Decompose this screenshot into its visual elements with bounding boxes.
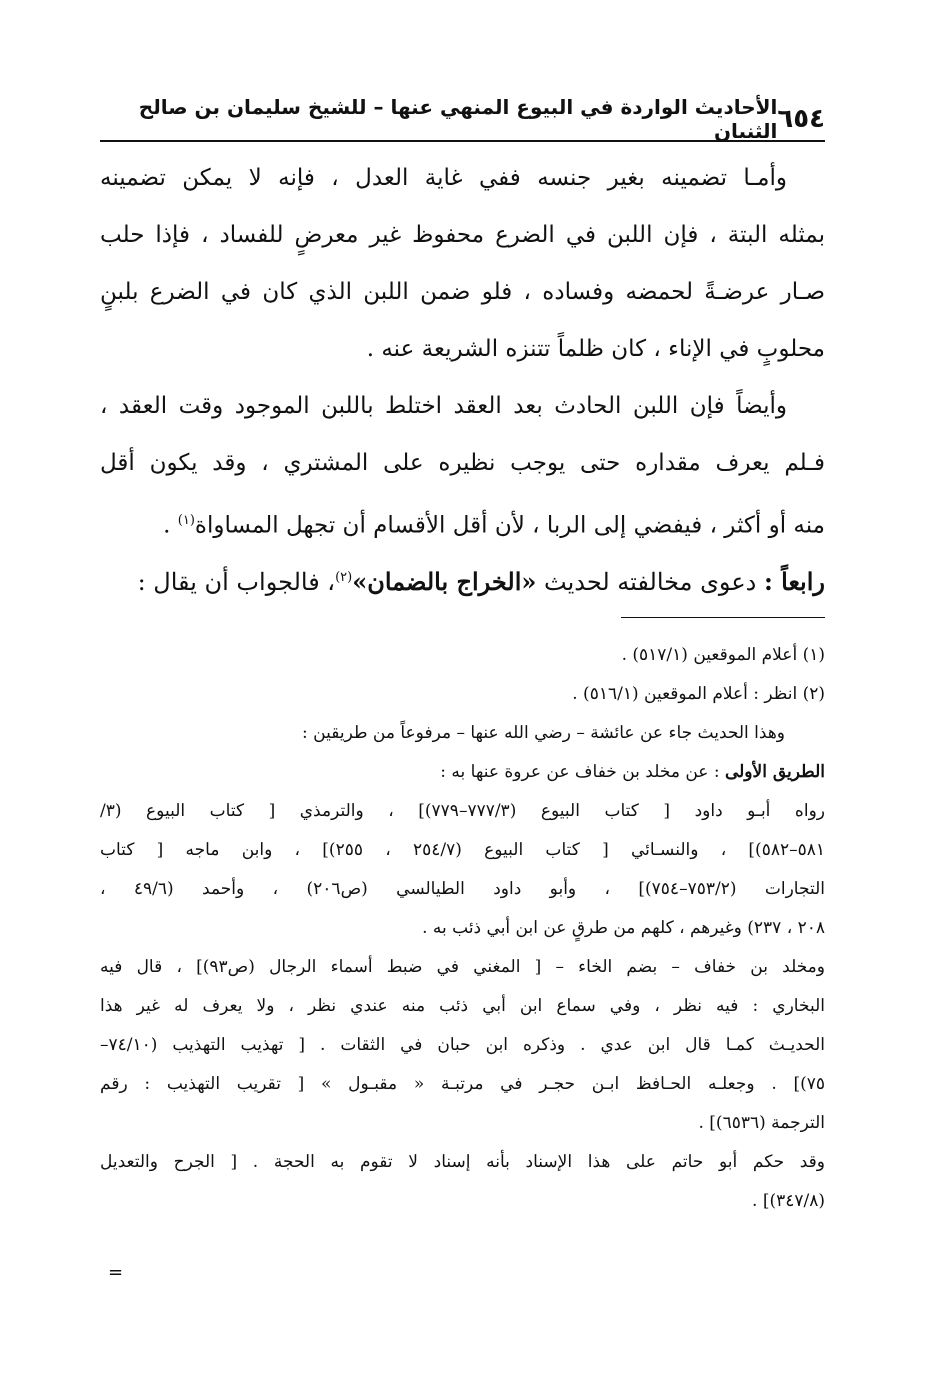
running-title: الأحاديث الواردة في البيوع المنهي عنها – للشيخ سليمان بن صالح الثنيان — [138, 95, 778, 143]
footnote-line: وهذا الحديث جاء عن عائشة – رضي الله عنها – مرفوعاً من طريقين : — [302, 723, 785, 743]
footnote-line: رواه أبـو داود [ كتاب البيوع (٧٧٧/٣–٧٧٩)] ، والترمذي [ كتاب البيوع (٣/ — [100, 801, 825, 821]
footnote-line: الحديـث كمـا قال ابن عدي . وذكره ابن حبان في الثقات . [ تهذيب التهذيب (٧٤/١٠– — [100, 1035, 825, 1055]
text-line: فـلم يعرف مقداره حتى يوجب نظيره على المشتري ، وقد يكون أقل — [100, 450, 825, 476]
footnote-line: ٢٠٨ ، ٢٣٧) وغيرهم ، كلهم من طرقٍ عن ابن أبي ذئب به . — [422, 918, 825, 938]
text-line: محلوبٍ في الإناء ، كان ظلماً تتنزه الشريعة عنه . — [366, 336, 825, 362]
text-line: صـار عرضـةً لحمضه وفساده ، فلو ضمن اللبن الذي كان في الضرع بلبنٍ — [100, 279, 825, 305]
footnotes — [100, 636, 825, 1221]
text-line: وأيضاً فإن اللبن الحادث بعد العقد اختلط باللبن الموجود وقت العقد ، — [100, 393, 787, 419]
footnote-line: البخاري : فيه نظر ، وفي سماع ابن أبي ذئب منه عندي نظر ، ولا يعرف له غير هذا — [100, 996, 825, 1016]
footnote-line: ٥٨١–٥٨٢)] ، والنسـائي [ كتاب البيوع (٢٥٤/٧ ، ٢٥٥)] ، وابن ماجه [ كتاب — [100, 840, 825, 860]
footnote-line: وقد حكم أبو حاتم على هذا الإسناد بأنه إسناد لا تقوم به الحجة . [ الجرح والتعديل — [100, 1152, 825, 1172]
footnote-line: ومخلد بن خفاف – بضم الخاء – [ المغني في ضبط أسماء الرجال (ص٩٣)] ، قال فيه — [100, 957, 825, 977]
hadith-title: «الخراج بالضمان» — [352, 567, 537, 596]
footnote-ref-1: (١) — [177, 513, 195, 528]
main-text — [100, 150, 825, 606]
continuation-mark: = — [108, 1262, 124, 1283]
text-line: وأمـا تضمينه بغير جنسه ففي غاية العدل ، فإنه لا يمكن تضمينه — [100, 165, 788, 191]
footnote-ref-2: (٢) — [335, 570, 353, 585]
footnote-line: الترجمة (٦٥٣٦)] . — [698, 1113, 825, 1133]
footnote-line: التجارات (٧٥٣/٢–٧٥٤)] ، وأبو داود الطيالسي (ص٢٠٦) ، وأحمد (٤٩/٦ ، — [100, 879, 825, 899]
footnote-line — [100, 753, 825, 792]
section-label: رابعاً : — [763, 567, 825, 596]
page-number: ٦٥٤ — [777, 104, 825, 134]
footnote-line: (٣٤٧/٨)] . — [752, 1191, 825, 1211]
footnote-separator — [621, 617, 825, 618]
route-label: الطريق الأولى — [724, 762, 825, 782]
rabi-line — [100, 549, 825, 606]
route-text: : عن مخلد بن خفاف عن عروة عنها به : — [440, 762, 725, 782]
rabi-before: دعوى مخالفته لحديث — [536, 568, 764, 596]
page-header — [100, 95, 825, 143]
footnote-line: ٧٥)] . وجعلـه الحـافظ ابـن حجـر في مرتبـة « مقبـول » [ تقريب التهذيب : رقم — [100, 1074, 825, 1094]
text-line: بمثله البتة ، فإن اللبن في الضرع محفوظ غير معرضٍ للفساد ، فإذا حلب — [100, 222, 825, 248]
rabi-after: ، فالجواب أن يقال : — [137, 568, 336, 596]
text-line: منه أو أكثر ، فيفضي إلى الربا ، لأن أقل الأقسام أن تجهل المساواة$^{(١)}$ . — [163, 512, 825, 539]
line-text: منه أو أكثر ، فيفضي إلى الربا ، لأن أقل الأقسام أن تجهل المساواة — [194, 512, 825, 539]
footnote-1: (١) أعلام الموقعين (٥١٧/١) . — [621, 645, 825, 665]
header-rule — [100, 140, 825, 142]
footnote-2: (٢) انظر : أعلام الموقعين (٥١٦/١) . — [572, 684, 825, 704]
